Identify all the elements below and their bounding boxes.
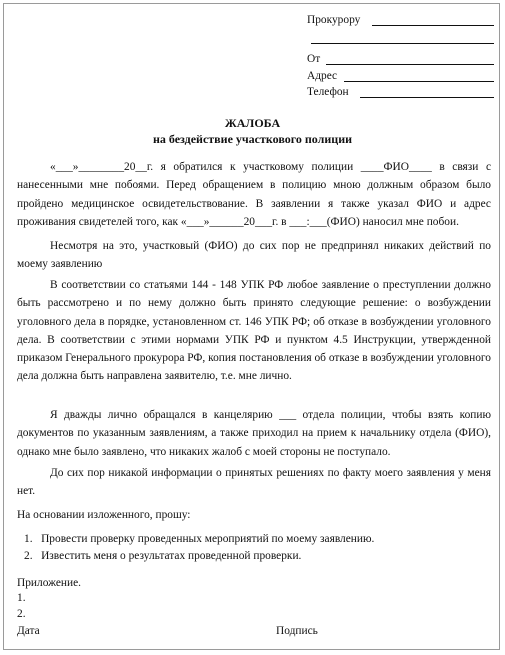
paragraph-5: До сих пор никакой информации о принятых решениях по факту моего заявления у меня нет.	[17, 467, 491, 498]
from-line	[326, 64, 494, 65]
paragraph-2: Несмотря на это, участковый (ФИО) до сих пор не предпринял никаких действий по моему заявлению	[17, 240, 491, 271]
paragraph-1: «___»________20__г. я обратился к участковому полиции ____ФИО____ в связи с нанесенными мне побоями. Перед обращением в полицию мною должным образом было пройдено медицинское освидетельствование. В заявлении я также указал ФИО и адрес проживания свидетелей того, как «___»______20___г. в ___:___(ФИО) наносил мне побои.	[17, 161, 491, 228]
request-item-1: 1. Провести проверку проведенных мероприятий по моему заявлению.	[24, 533, 375, 545]
document-title: ЖАЛОБА	[224, 116, 281, 130]
paragraph-3: В соответствии со статьями 144 - 148 УПК РФ любое заявление о преступлении должно быть рассмотрено и по нему должно быть принято следующие решение: о возбуждении уголовного дела в порядке, установленном ст. 146 УПК РФ; об отказе в возбуждении уголовного дела. В соответствии с этими нормами УПК РФ и пунктом 4.5 Инструкции, утвержденной приказом Генерального прокурора РФ, копия постановления об отказе в возбуждении уголовного дела должна быть направлена заявителю, т.е. мне лично.	[17, 279, 491, 383]
date-label: Дата	[17, 625, 40, 637]
request-item-2: 2. Известить меня о результатах проведенной проверки.	[24, 550, 302, 562]
address-label: Адрес	[307, 70, 338, 82]
document-subtitle: на бездействие участкового полиции	[152, 132, 353, 146]
addressee-label: Прокурору	[307, 14, 361, 26]
request-intro: На основании изложенного, прошу:	[17, 509, 191, 521]
attachments-label: Приложение.	[17, 577, 81, 589]
address-line	[344, 81, 494, 82]
from-label: От	[307, 53, 321, 65]
phone-label: Телефон	[307, 86, 349, 98]
signature-label: Подпись	[276, 625, 318, 637]
addressee-line	[372, 25, 494, 26]
attachment-item-1: 1.	[17, 592, 26, 604]
paragraph-4: Я дважды лично обращался в канцелярию ___ отдела полиции, чтобы взять копию документов по указанным заявлениям, а также приходил на прием к начальнику отдела (ФИО), однако мне было заявлено, что никаких жалоб с моей стороны не поступало.	[17, 409, 491, 458]
phone-line	[360, 97, 494, 98]
addressee-line-2	[311, 43, 494, 44]
attachment-item-2: 2.	[17, 608, 26, 620]
